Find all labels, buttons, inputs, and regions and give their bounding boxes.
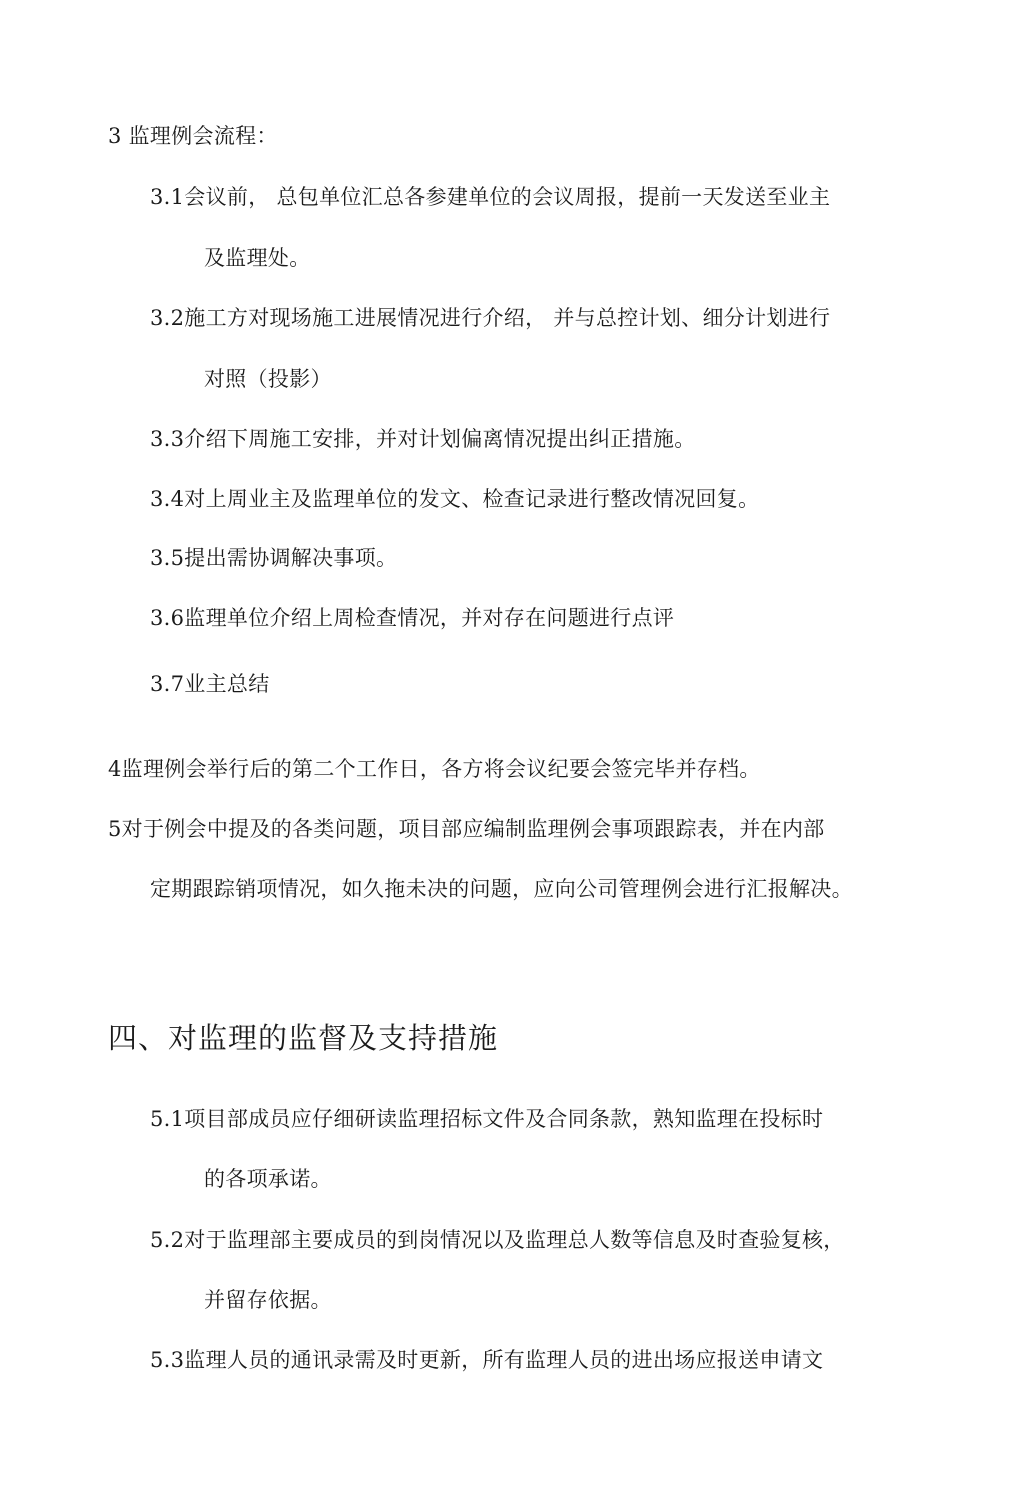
item-3-5: 3.5提出需协调解决事项。 [150, 546, 398, 570]
chapter-4-heading: 四、对监理的监督及支持措施 [108, 1021, 499, 1055]
item-5-2-line-1: 5.2对于监理部主要成员的到岗情况以及监理总人数等信息及时查验复核， [150, 1228, 845, 1252]
item-3-7: 3.7业主总结 [150, 672, 270, 696]
item-3-3: 3.3介绍下周施工安排，并对计划偏离情况提出纠正措施。 [150, 427, 696, 451]
item-4: 4监理例会举行后的第二个工作日，各方将会议纪要会签完毕并存档。 [108, 757, 761, 781]
item-5-3-line-1: 5.3监理人员的通讯录需及时更新，所有监理人员的进出场应报送申请文 [150, 1348, 824, 1372]
item-5-1-line-2: 的各项承诺。 [204, 1167, 332, 1191]
section-3-title: 3 监理例会流程： [108, 124, 278, 148]
item-3-1-line-1: 3.1会议前， 总包单位汇总各参建单位的会议周报，提前一天发送至业主 [150, 185, 831, 209]
item-3-1-line-2: 及监理处。 [204, 246, 311, 270]
item-3-2-line-2: 对照（投影） [204, 367, 332, 391]
item-3-4: 3.4对上周业主及监理单位的发文、检查记录进行整改情况回复。 [150, 487, 760, 511]
item-5-2-line-2: 并留存依据。 [204, 1288, 332, 1312]
item-5-line-1: 5对于例会中提及的各类问题，项目部应编制监理例会事项跟踪表，并在内部 [108, 817, 825, 841]
item-3-2-line-1: 3.2施工方对现场施工进展情况进行介绍， 并与总控计划、细分计划进行 [150, 306, 831, 330]
item-5-1-line-1: 5.1项目部成员应仔细研读监理招标文件及合同条款，熟知监理在投标时 [150, 1107, 824, 1131]
item-5-line-2: 定期跟踪销项情况，如久拖未决的问题，应向公司管理例会进行汇报解决。 [150, 877, 853, 901]
item-3-6: 3.6监理单位介绍上周检查情况，并对存在问题进行点评 [150, 606, 675, 630]
